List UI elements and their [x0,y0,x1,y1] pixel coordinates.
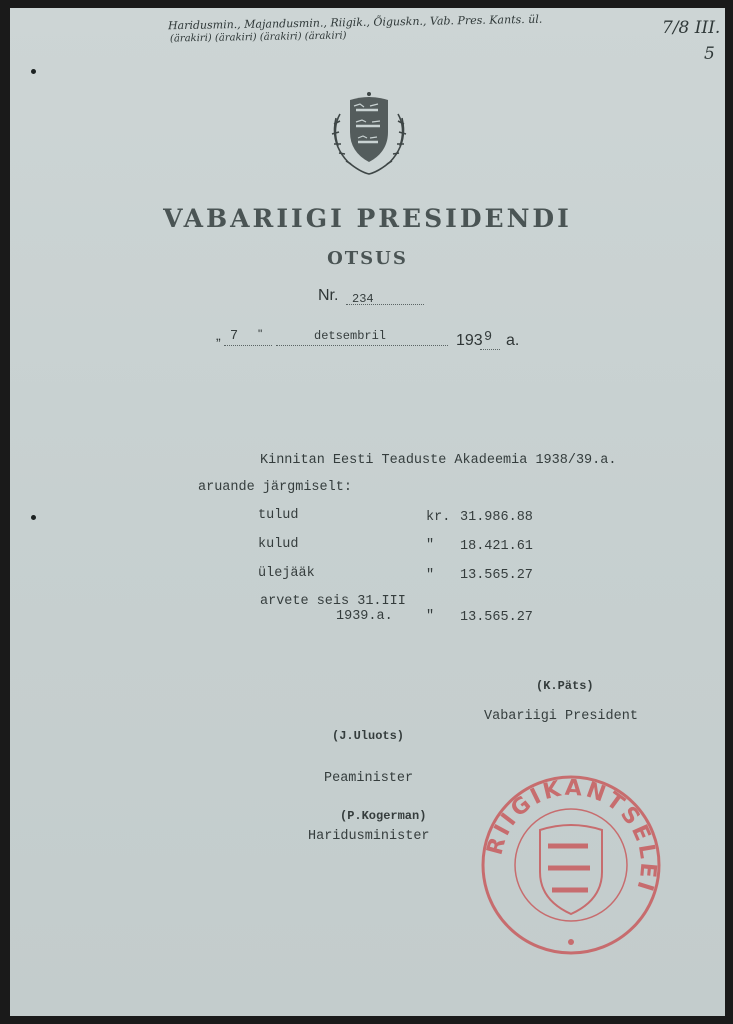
month-dotted-line [276,345,448,346]
balance-label-line-2: 1939.a. [336,609,393,624]
president-title: Vabariigi President [484,709,638,724]
svg-text:RIIGIKANTSELEI [483,776,661,897]
date-close-quote: " [258,327,263,341]
date-year-digit: 9 [484,330,493,345]
year-dotted-line [480,349,500,350]
row-amount-kulud: 18.421.61 [460,539,533,554]
balance-amount: 13.565.27 [460,610,533,625]
row-amount-tulud: 31.986.88 [460,510,533,525]
date-month: detsembril [314,329,387,343]
document-title: VABARIIGI PRESIDENDI [163,204,572,233]
education-minister-signature-name: (P.Kogerman) [340,809,427,823]
handwritten-page-number: 5 [704,44,715,64]
intro-line-1: Kinnitan Eesti Teaduste Akadeemia 1938/39.a. [260,453,617,468]
row-label-tulud: tulud [258,508,299,523]
row-prefix-tulud: kr. [426,510,451,525]
balance-label-line-1: arvete seis 31.III [260,594,406,609]
riigikantselei-stamp [478,772,664,958]
date-year-suffix: a. [506,332,520,349]
estonian-coat-of-arms-emblem [326,88,412,178]
date-year-prefix: 193 [456,332,483,349]
prime-minister-signature-name: (J.Uluots) [332,729,405,743]
handwritten-copy-marks: (ärakiri) (ärakiri) (ärakiri) (ärakiri) [169,30,347,45]
row-label-ulejaak: ülejääk [258,566,315,581]
handwritten-archive-ref: 7/8 III. [662,18,721,38]
binder-hole-top [31,69,36,74]
binder-hole-middle [31,515,36,520]
document-subtitle: OTSUS [327,248,408,269]
stamp-text: RIIGIKANTSELEI [482,775,661,897]
prime-minister-title: Peaminister [324,771,414,786]
row-label-kulud: kulud [258,537,299,552]
handwritten-distribution-list: Haridusmin., Majandusmin., Riigik., Õiguskn., Vab. Pres. Kants. ül. [167,12,543,33]
number-label: Nr. [318,287,339,304]
row-amount-ulejaak: 13.565.27 [460,568,533,583]
date-day: 7 [230,329,239,344]
education-minister-title: Haridusminister [308,829,430,844]
balance-prefix: " [426,609,435,624]
document-page [10,8,725,1016]
date-open-quote: „ [216,327,221,343]
row-prefix-kulud: " [426,538,435,553]
row-prefix-ulejaak: " [426,568,435,583]
intro-line-2: aruande järgmiselt: [198,480,352,495]
president-signature-name: (K.Päts) [536,679,594,693]
day-dotted-line [224,345,272,346]
decision-number: 234 [352,292,374,306]
